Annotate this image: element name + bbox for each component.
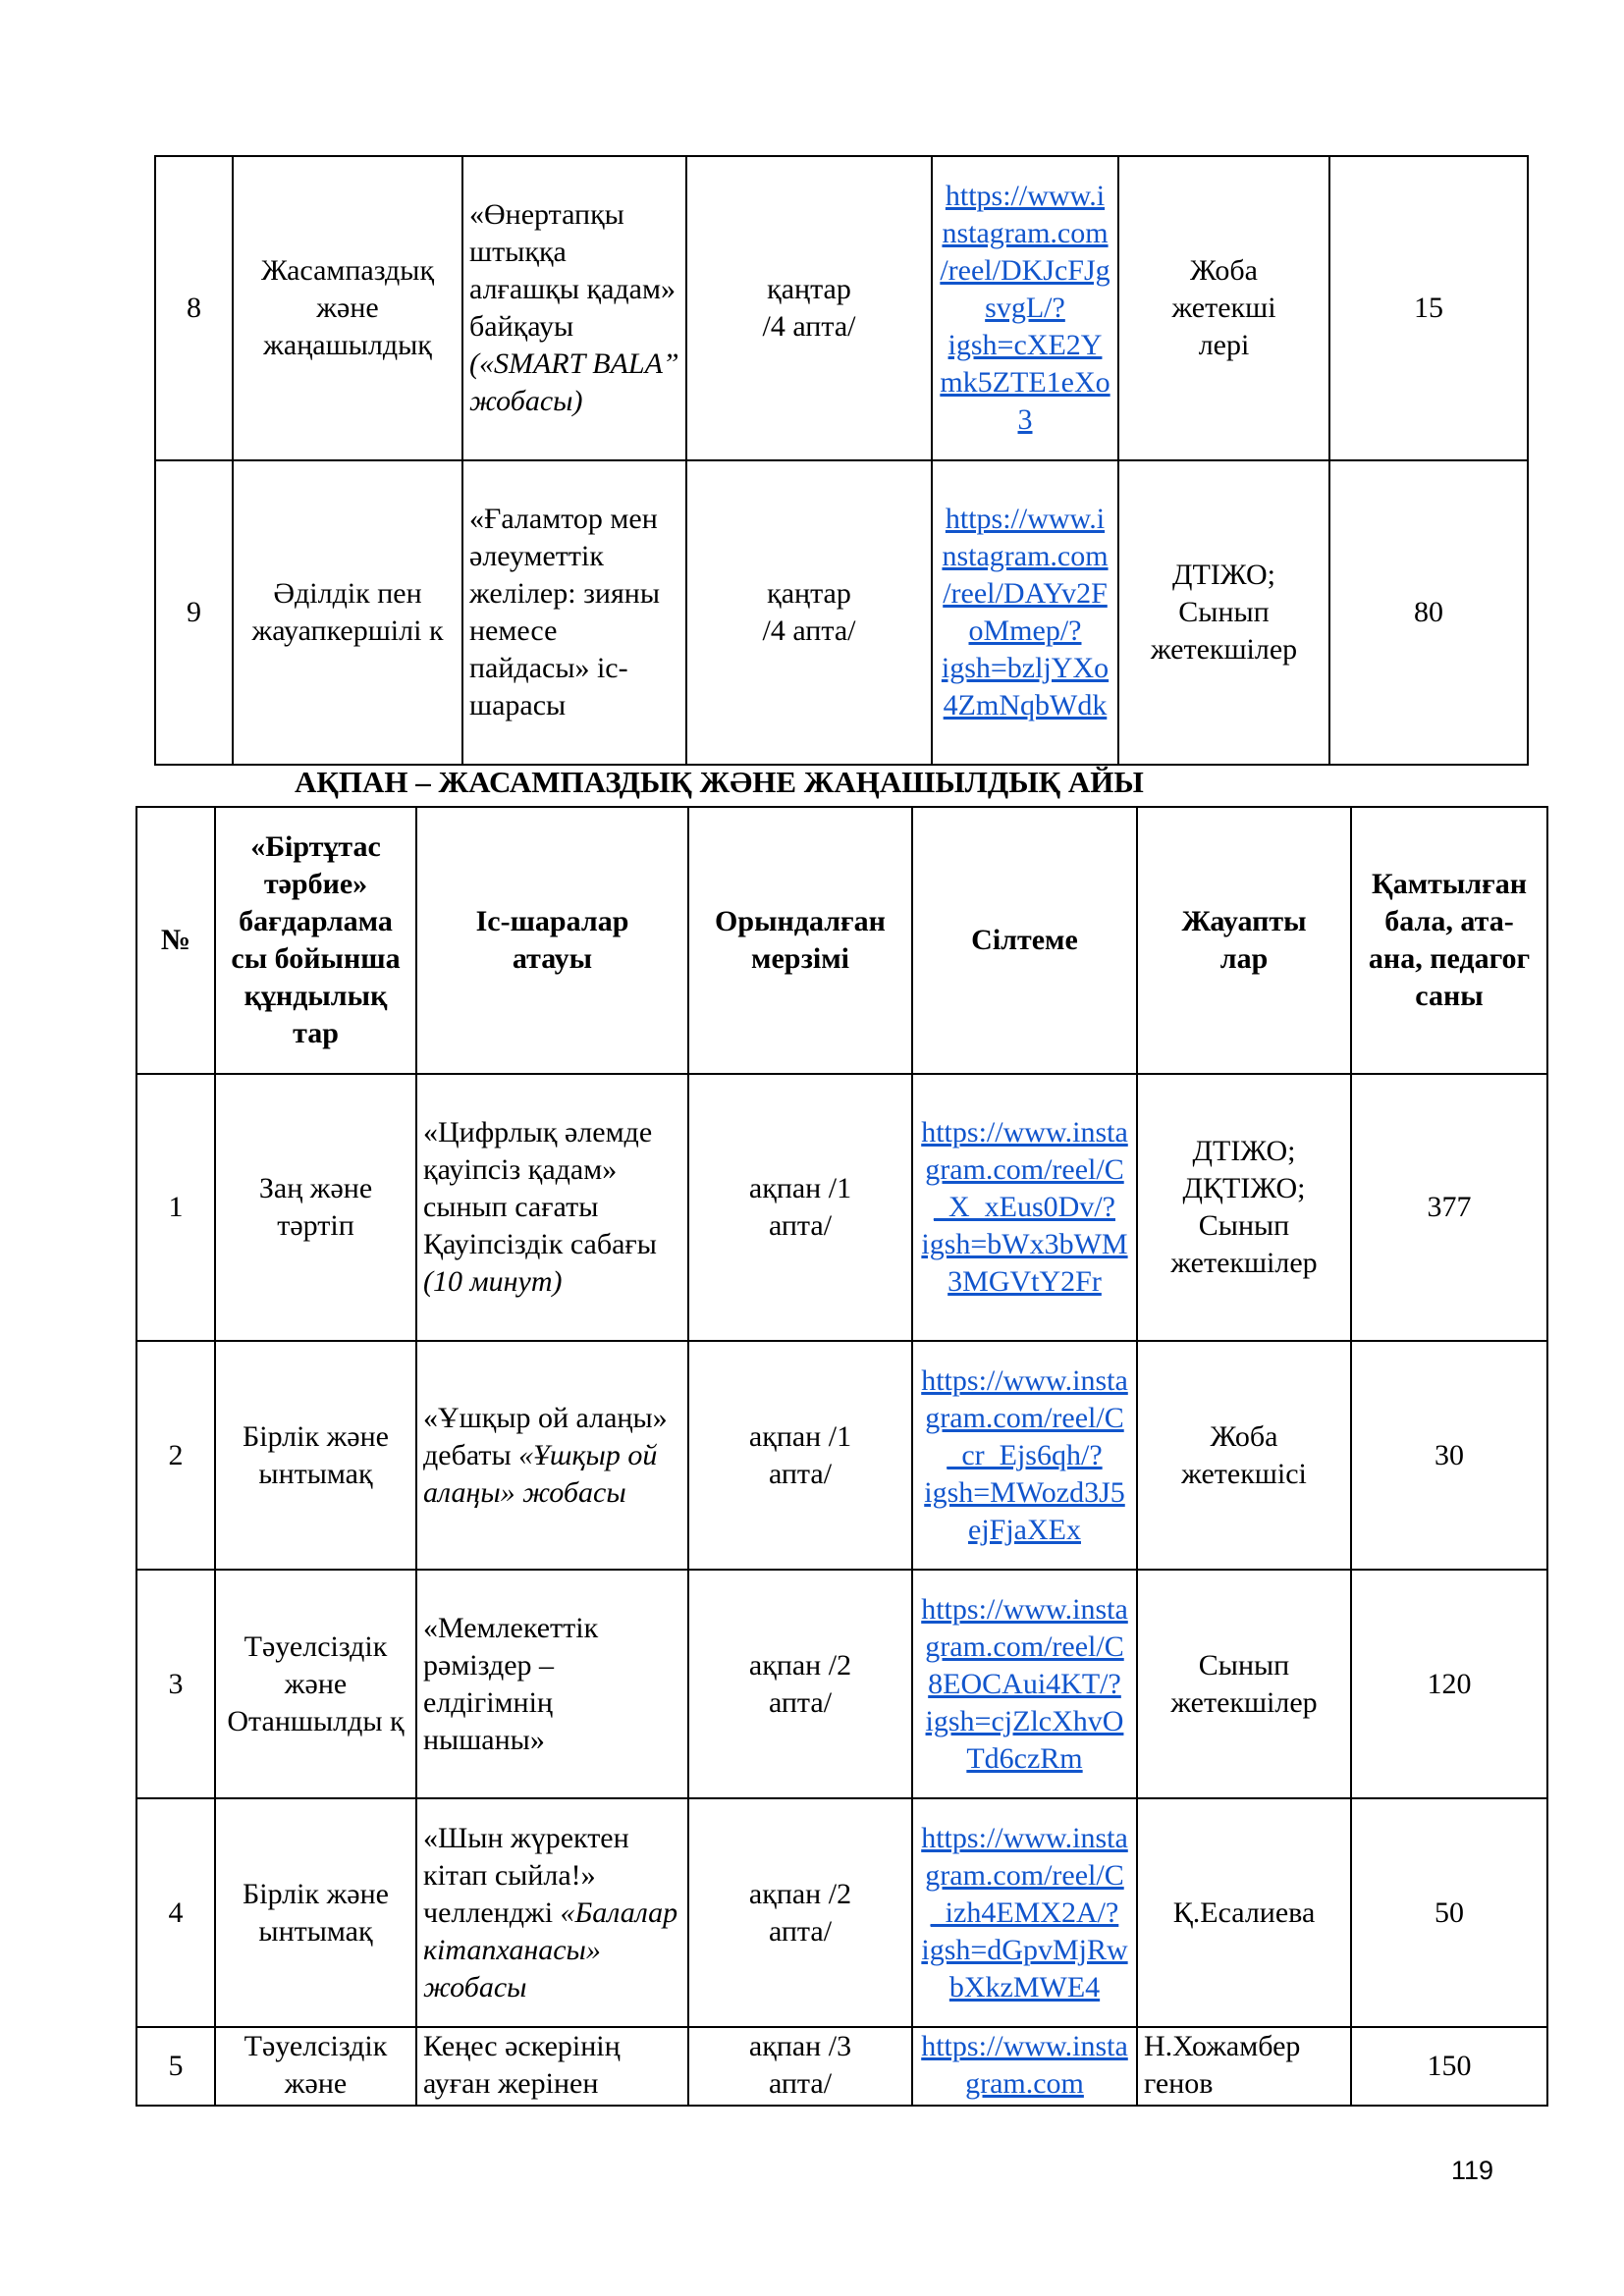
value-cell: Тәуелсіздік және Отаншылды қ [215, 1570, 416, 1798]
table-row [155, 156, 1528, 460]
count-cell: 80 [1329, 460, 1528, 765]
value-cell: Тәуелсіздік және [215, 2027, 416, 2106]
date-cell: ақпан /3 апта/ [688, 2027, 912, 2106]
row-number: 8 [155, 156, 233, 460]
instagram-link[interactable]: https://www.instagram.com [921, 2030, 1128, 2100]
responsible-cell: Жоба жетекші лері [1118, 156, 1329, 460]
instagram-link[interactable]: https://www.instagram.com/reel/C_X_xEus0Dv/?igsh=bWx3bWM3MGVtY2Fr [921, 1116, 1128, 1298]
row-number: 3 [136, 1570, 215, 1798]
month-heading: АҚПАН – ЖАСАМПАЗДЫҚ ЖӘНЕ ЖАҢАШЫЛДЫҚ АЙЫ [295, 765, 1144, 799]
date-cell: ақпан /1 апта/ [688, 1074, 912, 1341]
date-cell: ақпан /2 апта/ [688, 1798, 912, 2027]
instagram-link[interactable]: https://www.instagram.com/reel/C_cr_Ejs6qh/?igsh=MWozd3J5ejFjaXEx [921, 1363, 1128, 1546]
header-value: «Біртұтас тәрбие» бағдарлама сы бойынша құндылық тар [215, 807, 416, 1074]
february-table [135, 806, 1548, 2107]
value-cell: Заң және тәртіп [215, 1074, 416, 1341]
count-cell: 120 [1351, 1570, 1547, 1798]
row-number: 1 [136, 1074, 215, 1341]
event-cell: «Шын жүректен кітап сыйла!» челленджі «Балалар кітапханасы» жобасы [416, 1798, 688, 2027]
event-cell: «Мемлекеттік рәміздер – елдігімнің нышаны» [416, 1570, 688, 1798]
event-cell: Кеңес әскерінің ауған жерінен [416, 2027, 688, 2106]
link-cell [912, 1341, 1137, 1570]
header-date: Орындалған мерзімі [688, 807, 912, 1074]
event-cell: «Ғаламтор мен әлеуметтік желілер: зияны немесе пайдасы» іс-шарасы [462, 460, 686, 765]
row-number: 9 [155, 460, 233, 765]
responsible-cell: Қ.Есалиева [1137, 1798, 1351, 2027]
event-cell: «Цифрлық әлемде қауіпсіз қадам» сынып сағаты Қауіпсіздік сабағы (10 минут) [416, 1074, 688, 1341]
value-cell: Бірлік және ынтымақ [215, 1341, 416, 1570]
row-number: 2 [136, 1341, 215, 1570]
instagram-link[interactable]: https://www.instagram.com/reel/DAYv2FoMmep/?igsh=bzljYXo4ZmNqbWdk [941, 503, 1110, 721]
table-row [155, 460, 1528, 765]
instagram-link[interactable]: https://www.instagram.com/reel/C8EOCAui4KT/?igsh=cjZlcXhvOTd6czRm [921, 1592, 1128, 1775]
table-row [136, 1570, 1547, 1798]
january-table [154, 155, 1529, 766]
count-cell: 30 [1351, 1341, 1547, 1570]
link-cell [912, 1798, 1137, 2027]
responsible-cell: Сынып жетекшілер [1137, 1570, 1351, 1798]
page-number: 119 [1451, 2156, 1494, 2185]
header-responsible: Жауапты лар [1137, 807, 1351, 1074]
event-cell: «Ұшқыр ой алаңы» дебаты «Ұшқыр ой алаңы» жобасы [416, 1341, 688, 1570]
count-cell: 15 [1329, 156, 1528, 460]
responsible-cell: Н.Хожамбер генов [1137, 2027, 1351, 2106]
header-link: Сілтеме [912, 807, 1137, 1074]
instagram-link[interactable]: https://www.instagram.com/reel/C_izh4EMX2A/?igsh=dGpvMjRwbXkzMWE4 [921, 1821, 1128, 2003]
responsible-cell: ДТІЖО; ДҚТІЖО; Сынып жетекшілер [1137, 1074, 1351, 1341]
date-cell: ақпан /2 апта/ [688, 1570, 912, 1798]
row-number: 4 [136, 1798, 215, 2027]
value-cell: Бірлік және ынтымақ [215, 1798, 416, 2027]
responsible-cell: ДТІЖО; Сынып жетекшілер [1118, 460, 1329, 765]
date-cell: қаңтар /4 апта/ [686, 156, 932, 460]
date-cell: қаңтар /4 апта/ [686, 460, 932, 765]
link-cell [932, 460, 1118, 765]
responsible-cell: Жоба жетекшісі [1137, 1341, 1351, 1570]
value-cell: Әділдік пен жауапкершілі к [233, 460, 462, 765]
instagram-link[interactable]: https://www.instagram.com/reel/DKJcFJgsvgL/?igsh=cXE2Ymk5ZTE1eXo3 [940, 180, 1110, 436]
table-row [136, 1074, 1547, 1341]
value-cell: Жасампаздық және жаңашылдық [233, 156, 462, 460]
event-cell: «Өнертапқы штыққа алғашқы қадам» байқауы («SMART BALA” жобасы) [462, 156, 686, 460]
count-cell: 377 [1351, 1074, 1547, 1341]
date-cell: ақпан /1 апта/ [688, 1341, 912, 1570]
link-cell [932, 156, 1118, 460]
header-num: № [136, 807, 215, 1074]
link-cell [912, 1570, 1137, 1798]
link-cell [912, 2027, 1137, 2106]
header-count: Қамтылған бала, ата-ана, педагог саны [1351, 807, 1547, 1074]
header-event: Іс-шаралар атауы [416, 807, 688, 1074]
table-row [136, 2027, 1547, 2106]
count-cell: 50 [1351, 1798, 1547, 2027]
table-row [136, 1341, 1547, 1570]
header-row [136, 807, 1547, 1074]
link-cell [912, 1074, 1137, 1341]
count-cell: 150 [1351, 2027, 1547, 2106]
table-row [136, 1798, 1547, 2027]
row-number: 5 [136, 2027, 215, 2106]
